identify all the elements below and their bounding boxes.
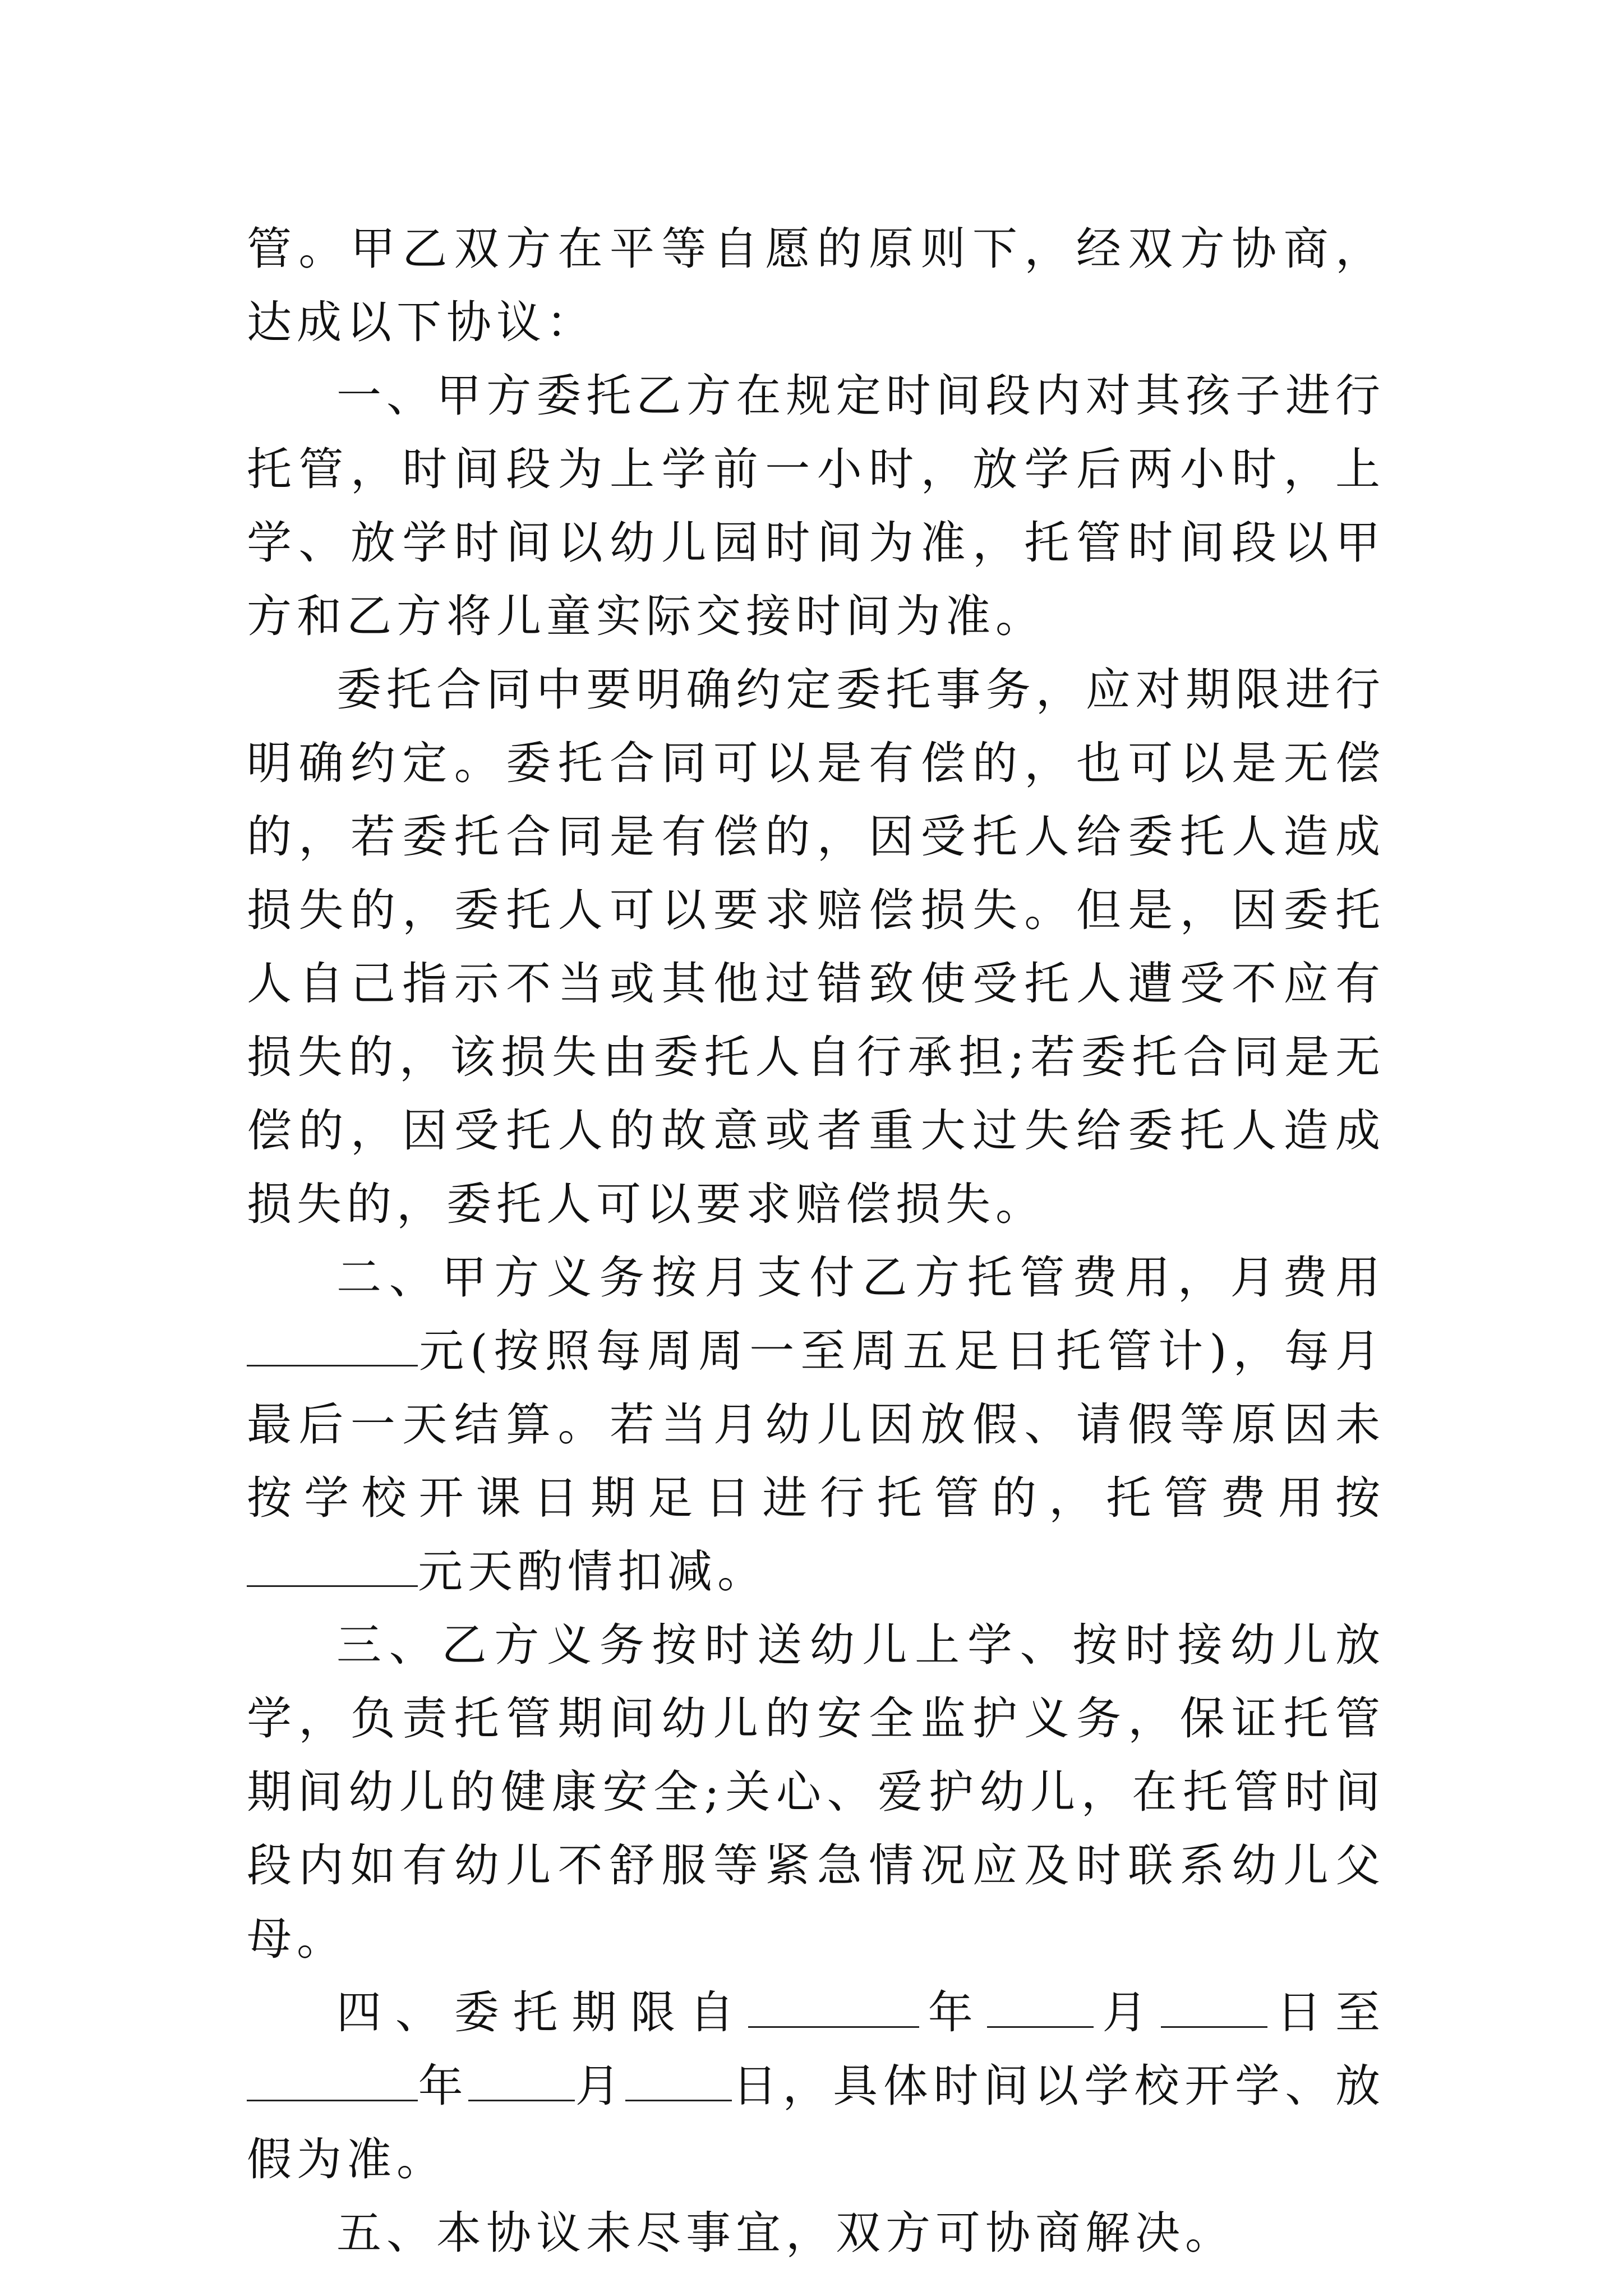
daily-deduction-blank [247,1546,418,1587]
monthly-fee-blank [247,1326,418,1366]
paragraph-clause-5 [247,2196,1385,2270]
paragraph-text: 一、甲方委托乙方在规定时间段内对其孩子进行托管，时间段为上学前一小时，放学后两小时，上学、放学时间以幼儿园时间为准，托管时间段以甲方和乙方将儿童实际交接时间为准。 [247,370,1385,642]
paragraph-text: 四、委托期限自 [336,1986,748,2039]
end-month-blank [468,2060,575,2101]
paragraph-text: 日至 [1267,1986,1386,2039]
paragraph-entrustment-note [247,653,1385,1241]
paragraph-text: 二、甲方义务按月支付乙方托管费用，月费用 [336,1251,1385,1304]
paragraph-clause-1 [247,359,1385,653]
paragraph-text: 月 [575,2060,626,2112]
paragraph-text: 委托合同中要明确约定委托事务，应对期限进行明确约定。委托合同可以是有偿的，也可以是无偿的，若委托合同是有偿的，因受托人给委托人造成损失的，委托人可以要求赔偿损失。但是，因委托人自己指示不当或其他过错致使受托人遭受不应有损失的，该损失由委托人自行承担;若委托合同是无偿的，因受托人的故意或者重大过失给委托人造成损失的，委托人可以要求赔偿损失。 [247,664,1385,1230]
paragraph-text: 元天酌情扣减。 [418,1545,767,1598]
paragraph-text: 五、本协议未尽事宜，双方可协商解决。 [336,2207,1235,2259]
start-day-blank [1161,1987,1267,2028]
end-year-blank [247,2060,418,2101]
paragraph-agreement-intro [247,212,1385,359]
paragraph-text: 三、乙方义务按时送幼儿上学、按时接幼儿放学，负责托管期间幼儿的安全监护义务，保证托管期间幼儿的健康安全;关心、爱护幼儿，在托管时间段内如有幼儿不舒服等紧急情况应及时联系幼儿父母。 [247,1619,1385,1965]
paragraph-clause-2 [247,1241,1385,1608]
paragraph-text: 月 [1093,1986,1161,2039]
paragraph-text: 年 [418,2060,469,2112]
start-month-blank [987,1987,1094,2028]
start-year-blank [748,1987,919,2028]
paragraph-clause-4 [247,1976,1385,2196]
end-day-blank [625,2060,732,2101]
paragraph-clause-3 [247,1608,1385,1976]
paragraph-text: 管。甲乙双方在平等自愿的原则下，经双方协商，达成以下协议： [247,223,1385,348]
paragraph-text: 年 [919,1986,987,2039]
document-body [247,212,1385,2270]
paragraph-text: 日，具体时间以学校开学、放假为准。 [247,2060,1386,2185]
paragraph-text: 元(按照每周周一至周五足日托管计)，每月最后一天结算。若当月幼儿因放假、请假等原因未按学校开课日期足日进行托管的，托管费用按 [247,1325,1385,1524]
